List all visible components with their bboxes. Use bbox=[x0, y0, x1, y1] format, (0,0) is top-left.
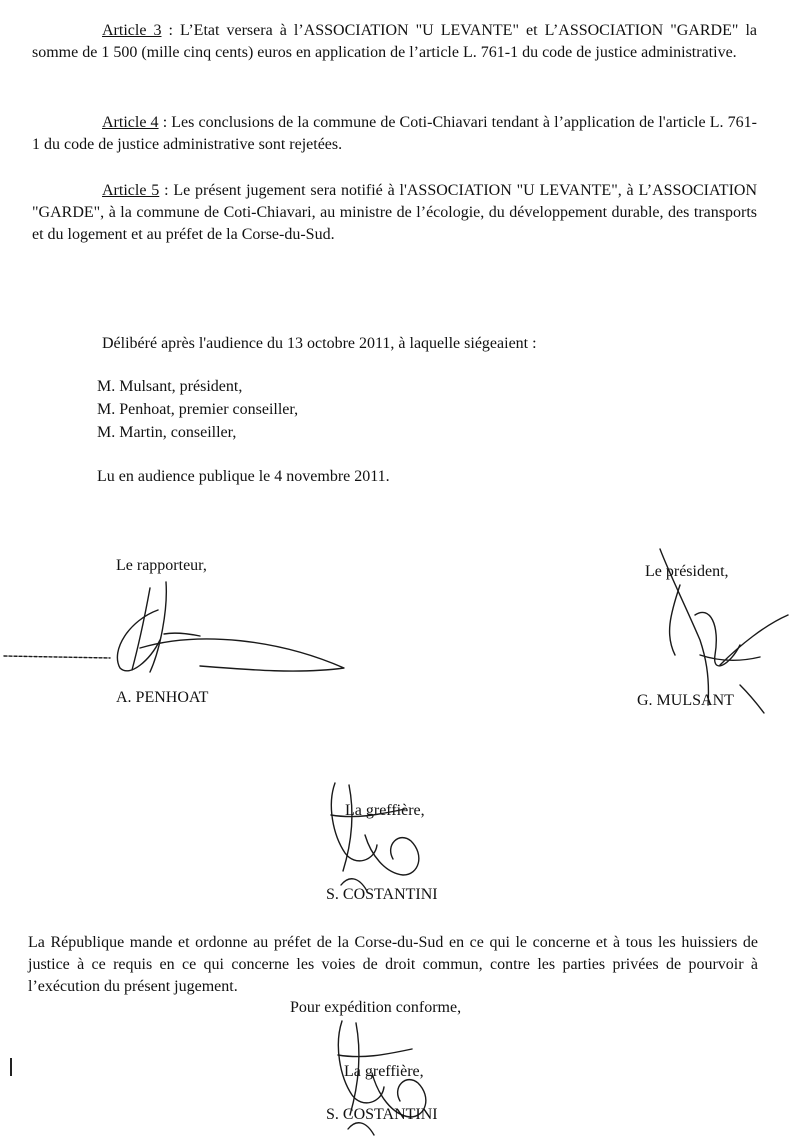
member-president: M. Mulsant, président, bbox=[97, 378, 243, 395]
greffiere-signature bbox=[315, 775, 455, 900]
deliberation-line: Délibéré après l'audience du 13 octobre 2011, à laquelle siégeaient : bbox=[102, 335, 537, 352]
president-title: Le président, bbox=[645, 563, 729, 580]
rapporteur-signature bbox=[0, 570, 360, 690]
executory-formula: La République mande et ordonne au préfet de la Corse-du-Sud en ce qui le concerne et à tous les huissiers de justice à ce requis en ce qui concerne les voies de droit commun, contre les parties privées de pourvoir à l’exécution du présent jugement. bbox=[28, 934, 758, 995]
greffiere-name: S. COSTANTINI bbox=[326, 886, 438, 903]
article-5-text: : Le présent jugement sera notifié à l'ASSOCIATION "U LEVANTE", à L’ASSOCIATION "GARDE", à la commune de Coti-Chiavari, au ministre de l’écologie, du développement durable, des transports et du logement et au préfet de la Corse-du-Sud. bbox=[32, 182, 758, 243]
greffiere-title: La greffière, bbox=[345, 802, 425, 819]
certification-text: Pour expédition conforme, bbox=[290, 999, 462, 1016]
article-4 bbox=[32, 112, 757, 156]
certification-greffiere-name: S. COSTANTINI bbox=[326, 1106, 438, 1123]
article-3-text: : L’Etat versera à l’ASSOCIATION "U LEVANTE" et L’ASSOCIATION "GARDE" la somme de 1 500 (mille cinq cents) euros en application de l’article L. 761-1 du code de justice administrative. bbox=[32, 22, 757, 61]
member-conseiller: M. Martin, conseiller, bbox=[97, 424, 237, 441]
certification-greffiere-title: La greffière, bbox=[344, 1063, 424, 1080]
rapporteur-title: Le rapporteur, bbox=[116, 557, 207, 574]
rapporteur-name: A. PENHOAT bbox=[116, 689, 209, 706]
article-5-label: Article 5 bbox=[102, 182, 160, 199]
article-4-label: Article 4 bbox=[102, 114, 159, 131]
article-3-label: Article 3 bbox=[102, 22, 162, 39]
margin-mark bbox=[10, 1058, 12, 1076]
president-name: G. MULSANT bbox=[637, 692, 734, 709]
member-premier-conseiller: M. Penhoat, premier conseiller, bbox=[97, 401, 299, 418]
article-4-text: : Les conclusions de la commune de Coti-Chiavari tendant à l’application de l'article L. 761-1 du code de justice administrative sont rejetées. bbox=[32, 114, 758, 153]
public-reading-line: Lu en audience publique le 4 novembre 2011. bbox=[97, 468, 390, 485]
article-5 bbox=[32, 180, 757, 246]
article-3 bbox=[32, 20, 757, 64]
